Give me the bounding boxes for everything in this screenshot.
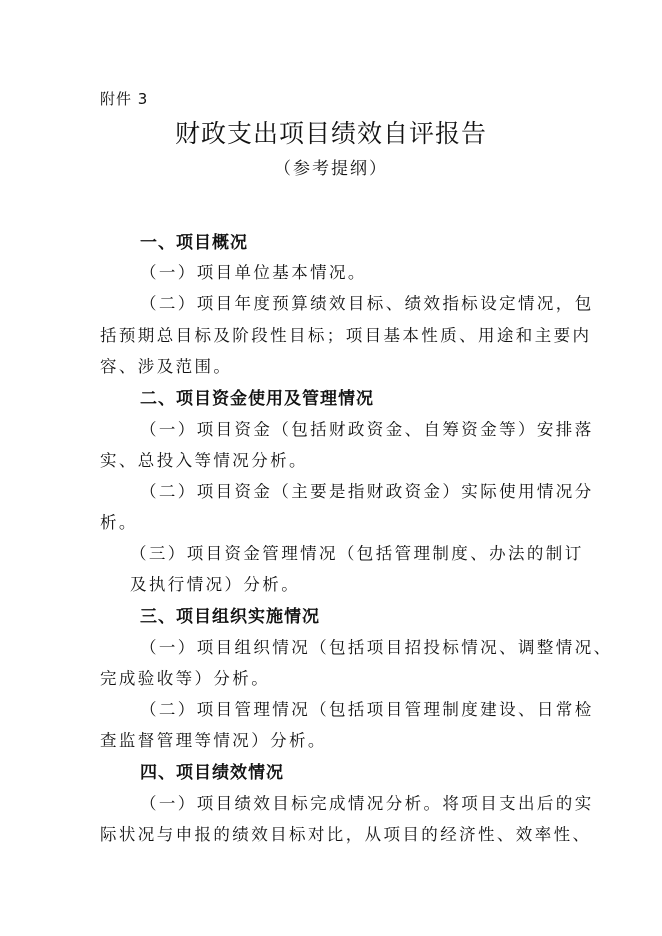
paragraph-line: （二）项目管理情况（包括项目管理制度建设、日常检 <box>140 700 594 719</box>
paragraph-line: （二）项目资金（主要是指财政资金）实际使用情况分 <box>140 482 594 501</box>
paragraph-line: （一）项目组织情况（包括项目招投标情况、调整情况、 <box>140 638 613 657</box>
document-title: 财政支出项目绩效自评报告 <box>174 119 487 148</box>
paragraph-line: （二）项目年度预算绩效目标、绩效指标设定情况，包 <box>140 294 594 313</box>
paragraph-line: 际状况与申报的绩效目标对比，从项目的经济性、效率性、 <box>100 825 592 844</box>
section-heading-1: 一、项目概况 <box>140 233 248 253</box>
paragraph-line: 实、总投入等情况分析。 <box>100 451 308 470</box>
paragraph-line: （一）项目绩效目标完成情况分析。将项目支出后的实 <box>140 794 594 813</box>
paragraph-line: （一）项目单位基本情况。 <box>140 263 367 282</box>
attachment-label: 附件 3 <box>100 90 149 108</box>
paragraph-line: 查监督管理等情况）分析。 <box>100 731 327 750</box>
section-heading-4: 四、项目绩效情况 <box>140 763 284 783</box>
paragraph-line: 完成验收等）分析。 <box>100 669 271 688</box>
paragraph-line: 及执行情况）分析。 <box>130 575 301 594</box>
paragraph-line: 析。 <box>100 513 138 532</box>
document-subtitle: （参考提纲） <box>274 159 388 179</box>
section-heading-2: 二、项目资金使用及管理情况 <box>140 389 374 409</box>
section-heading-3: 三、项目组织实施情况 <box>140 607 320 627</box>
paragraph-line: 容、涉及范围。 <box>100 357 233 376</box>
paragraph-line: （三）项目资金管理情况（包括管理制度、办法的制订 <box>130 544 584 563</box>
paragraph-line: 括预期总目标及阶段性目标；项目基本性质、用途和主要内 <box>100 326 592 345</box>
paragraph-line: （一）项目资金（包括财政资金、自筹资金等）安排落 <box>140 420 594 439</box>
